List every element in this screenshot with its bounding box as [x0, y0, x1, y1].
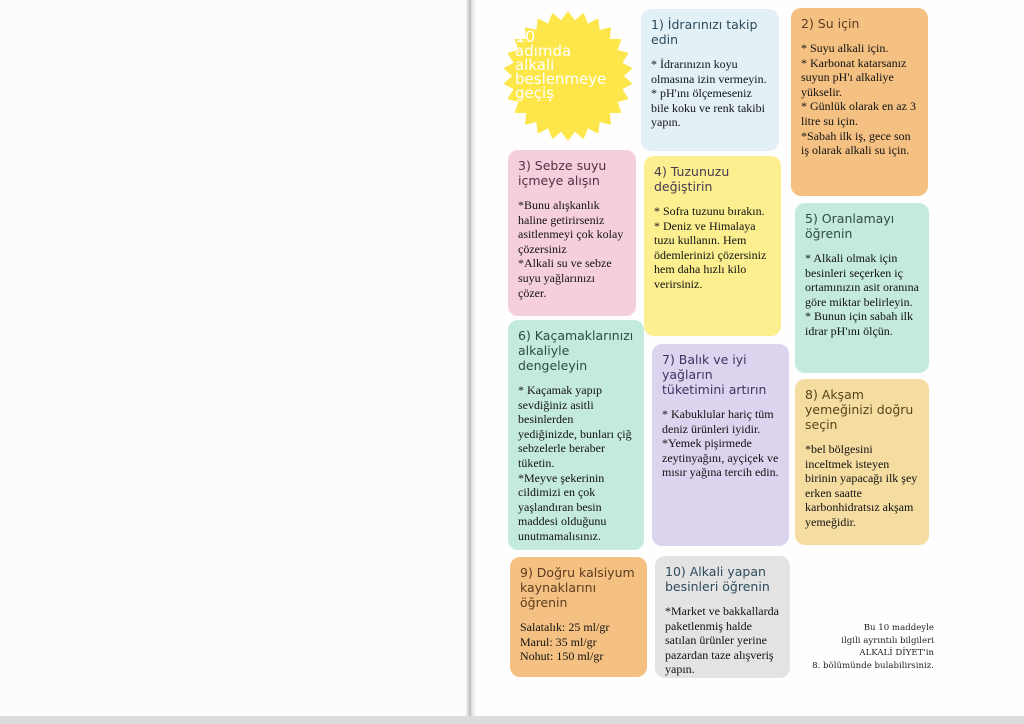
starburst-line-1: 10: [515, 27, 536, 46]
tip-card-6-title: 6) Kaçamaklarınızı alkaliyle dengeleyin: [518, 328, 634, 373]
tip-card-3-body: *Bunu alışkanlık haline getirirseniz asitlenmeyi çok kolay çözersiniz *Alkali su ve sebze suyu yağlarınızı çözer.: [518, 198, 624, 300]
tip-card-2-title: 2) Su için: [801, 16, 860, 31]
tip-card-1: [641, 9, 779, 151]
tip-card-10: [655, 556, 790, 678]
tip-card-5-body: * Alkali olmak için besinleri seçerken iç ortamınızın asit oranına göre miktar belirleyin. * Bunun için sabah ilk idrar pH'ını ölçün.: [805, 251, 919, 338]
tip-card-2: [791, 8, 928, 196]
tip-card-2-body: * Suyu alkali için. * Karbonat katarsanız suyun pH'ı alkaliye yükselir. * Günlük olarak en az 3 litre su için. *Sabah ilk iş, gece son iş olarak alkali su için.: [801, 41, 916, 158]
starburst-line-2: adımda: [515, 42, 572, 60]
tip-card-6-body: * Kaçamak yapıp sevdiğiniz asitli besinlerden yediğinizde, bunları çiğ sebzelerle beraber tüketin. *Meyve şekerinin cildimizi en çok yaşlandıran besin maddesi olduğunu unutmamalısınız.: [518, 383, 632, 543]
tip-card-8-body: *bel bölgesini inceltmek isteyen birinin yapacağı ilk şey erken saatte karbonhidratsız akşam yemeğidir.: [805, 442, 918, 529]
tip-card-4-body: * Sofra tuzunu bırakın. * Deniz ve Himalaya tuzu kullanın. Hem ödemlerinizi çözersiniz hem daha hızlı kilo verirsiniz.: [654, 204, 767, 291]
tip-card-5: [795, 203, 929, 373]
tip-card-10-title: 10) Alkali yapan besinleri öğrenin: [665, 564, 770, 594]
tip-card-1-body: * İdrarınızın koyu olmasına izin vermeyin. * pH'ını ölçemeseniz bile koku ve renk takibi yapın.: [651, 57, 767, 130]
tip-card-7-title: 7) Balık ve iyi yağların tüketimini artırın: [662, 352, 767, 397]
tip-card-10-body: *Market ve bakkallarda paketlenmiş halde satılan ürünler yerine pazardan taze alışveriş yapın.: [665, 604, 779, 677]
starburst-line-4: beslenmeye: [515, 70, 607, 88]
tip-card-9-body: Salatalık: 25 ml/gr Marul: 35 ml/gr Nohut: 150 ml/gr: [520, 620, 610, 664]
tip-card-4-title: 4) Tuzunuzu değiştirin: [654, 164, 730, 194]
tip-card-8-title: 8) Akşam yemeğinizi doğru seçin: [805, 387, 914, 432]
tip-card-1-title: 1) İdrarınızı takip edin: [651, 17, 758, 47]
tip-card-7: [652, 344, 789, 546]
tip-card-4: [644, 156, 781, 336]
starburst-title: [515, 27, 630, 102]
left-page: [0, 0, 470, 724]
tip-card-3-title: 3) Sebze suyu içmeye alışın: [518, 158, 607, 188]
scan-bottom-edge: [0, 716, 1024, 724]
tip-card-7-body: * Kabuklular hariç tüm deniz ürünleri iyidir. *Yemek pişirmede zeytinyağını, ayçiçek ve mısır yağına tercih edin.: [662, 407, 779, 480]
tip-card-8: [795, 379, 929, 545]
starburst-line-3: alkali: [515, 56, 555, 74]
book-spine: [466, 0, 476, 724]
tip-card-5-title: 5) Oranlamayı öğrenin: [805, 211, 895, 241]
tip-card-9-title: 9) Doğru kalsiyum kaynaklarını öğrenin: [520, 565, 635, 610]
tip-card-9: [510, 557, 647, 677]
title-starburst: [500, 10, 636, 142]
reference-note: Bu 10 maddeyle ilgili ayrıntılı bilgileri ALKALİ DİYET'in 8. bölümünde bulabilirsiniz.: [812, 623, 934, 671]
starburst-line-5: geçiş: [515, 84, 554, 102]
tip-card-6: [508, 320, 644, 550]
tip-card-3: [508, 150, 636, 316]
